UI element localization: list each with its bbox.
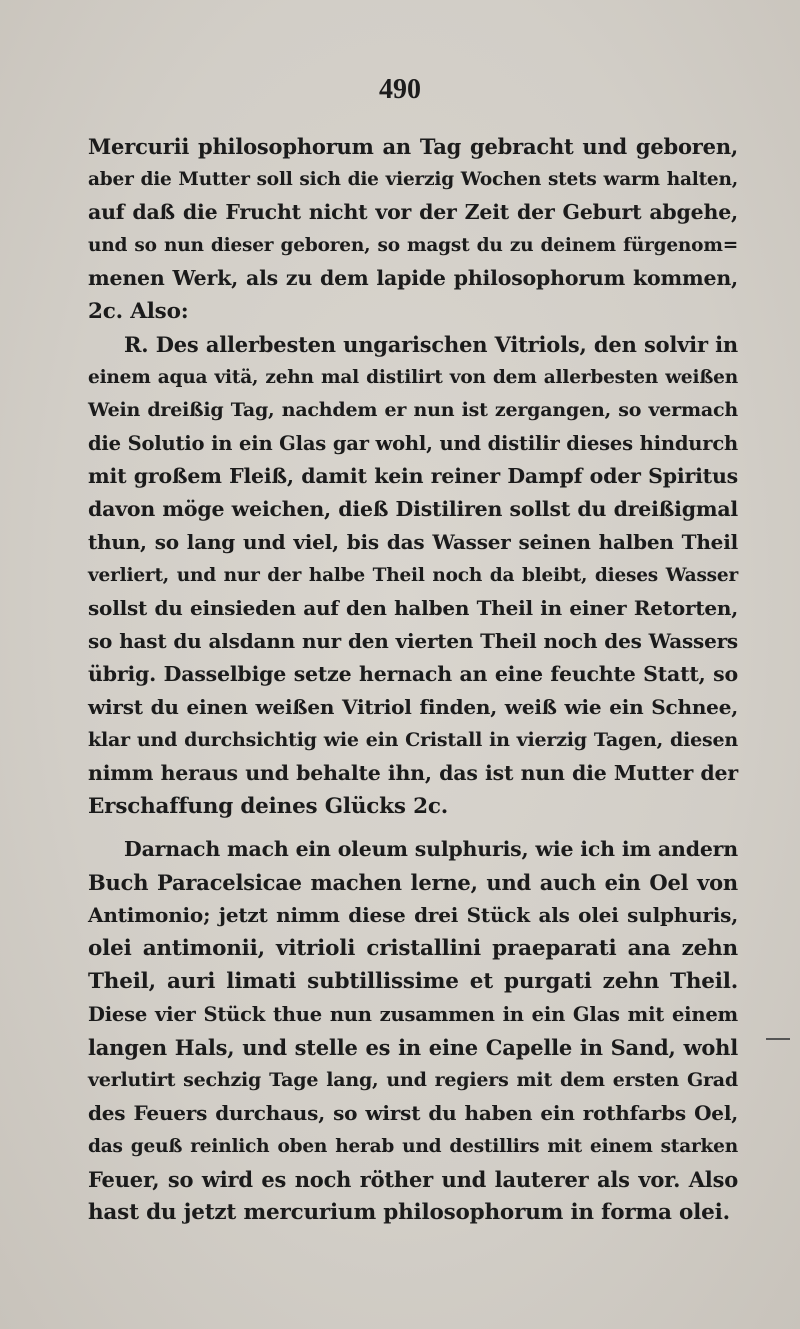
page-number: 490: [379, 74, 421, 105]
text-line: des Feuers durchaus, so wirst du haben ein rothfarbs Oel,: [88, 1101, 738, 1125]
text-line: Wein dreißig Tag, nachdem er nun ist zergangen, so vermach: [88, 399, 738, 421]
text-line: R. Des allerbesten ungarischen Vitriols, den solvir in: [124, 332, 738, 357]
text-line: übrig. Dasselbige setze hernach an eine feuchte Statt, so: [88, 662, 738, 686]
text-line: Theil, auri limati subtillissime et purgati zehn Theil.: [88, 969, 738, 994]
text-line: nimm heraus und behalte ihn, das ist nun die Mutter der: [88, 761, 738, 785]
paragraph-gap: [88, 823, 738, 833]
margin-dash-mark: [766, 1038, 790, 1040]
paragraph-2: [88, 328, 738, 823]
text-line: Erschaffung deines Glücks 2c.: [88, 794, 449, 819]
text-line: 2c. Also:: [88, 299, 189, 324]
text-line: auf daß die Frucht nicht vor der Zeit der Geburt abgehe,: [88, 200, 738, 224]
text-line: olei antimonii, vitrioli cristallini praeparati ana zehn: [88, 936, 738, 961]
text-line: einem aqua vitä, zehn mal distilirt von dem allerbesten weißen: [88, 367, 738, 388]
text-line: wirst du einen weißen Vitriol finden, weiß wie ein Schnee,: [88, 695, 738, 719]
text-line: das geuß reinlich oben herab und destillirs mit einem starken: [88, 1136, 738, 1157]
text-line: verlutirt sechzig Tage lang, und regiers mit dem ersten Grad: [88, 1069, 738, 1091]
text-line: Darnach mach ein oleum sulphuris, wie ich im andern: [124, 837, 738, 861]
text-line: davon möge weichen, dieß Distiliren sollst du dreißigmal: [88, 497, 738, 521]
text-line: sollst du einsieden auf den halben Theil in einer Retorten,: [88, 596, 738, 620]
text-line: klar und durchsichtig wie ein Cristall in vierzig Tagen, diesen: [88, 729, 738, 751]
text-line: so hast du alsdann nur den vierten Theil noch des Wassers: [88, 629, 738, 653]
paragraph-3: [88, 833, 738, 1229]
text-line: Buch Paracelsicae machen lerne, und auch ein Oel von: [88, 870, 738, 895]
text-line: und so nun dieser geboren, so magst du zu deinem fürgenom=: [88, 235, 738, 256]
text-line: thun, so lang und viel, bis das Wasser seinen halben Theil: [88, 530, 738, 554]
text-line: hast du jetzt mercurium philosophorum in forma olei.: [88, 1200, 730, 1225]
text-line: Diese vier Stück thue nun zusammen in ein Glas mit einem: [88, 1003, 738, 1026]
text-line: Mercurii philosophorum an Tag gebracht und geboren,: [88, 134, 738, 159]
text-line: langen Hals, und stelle es in eine Capelle in Sand, wohl: [88, 1035, 738, 1060]
page-text: [88, 130, 738, 1229]
text-line: verliert, und nur der halbe Theil noch da bleibt, dieses Wasser: [88, 565, 738, 586]
text-line: Antimonio; jetzt nimm diese drei Stück als olei sulphuris,: [88, 903, 738, 927]
text-line: mit großem Fleiß, damit kein reiner Dampf oder Spiritus: [88, 464, 738, 488]
text-line: menen Werk, als zu dem lapide philosophorum kommen,: [88, 266, 738, 290]
text-line: aber die Mutter soll sich die vierzig Wochen stets warm halten,: [88, 169, 738, 190]
text-line: Feuer, so wird es noch röther und lauterer als vor. Also: [88, 1167, 738, 1192]
paragraph-1: [88, 130, 738, 328]
text-line: die Solutio in ein Glas gar wohl, und distilir dieses hindurch: [88, 432, 738, 455]
